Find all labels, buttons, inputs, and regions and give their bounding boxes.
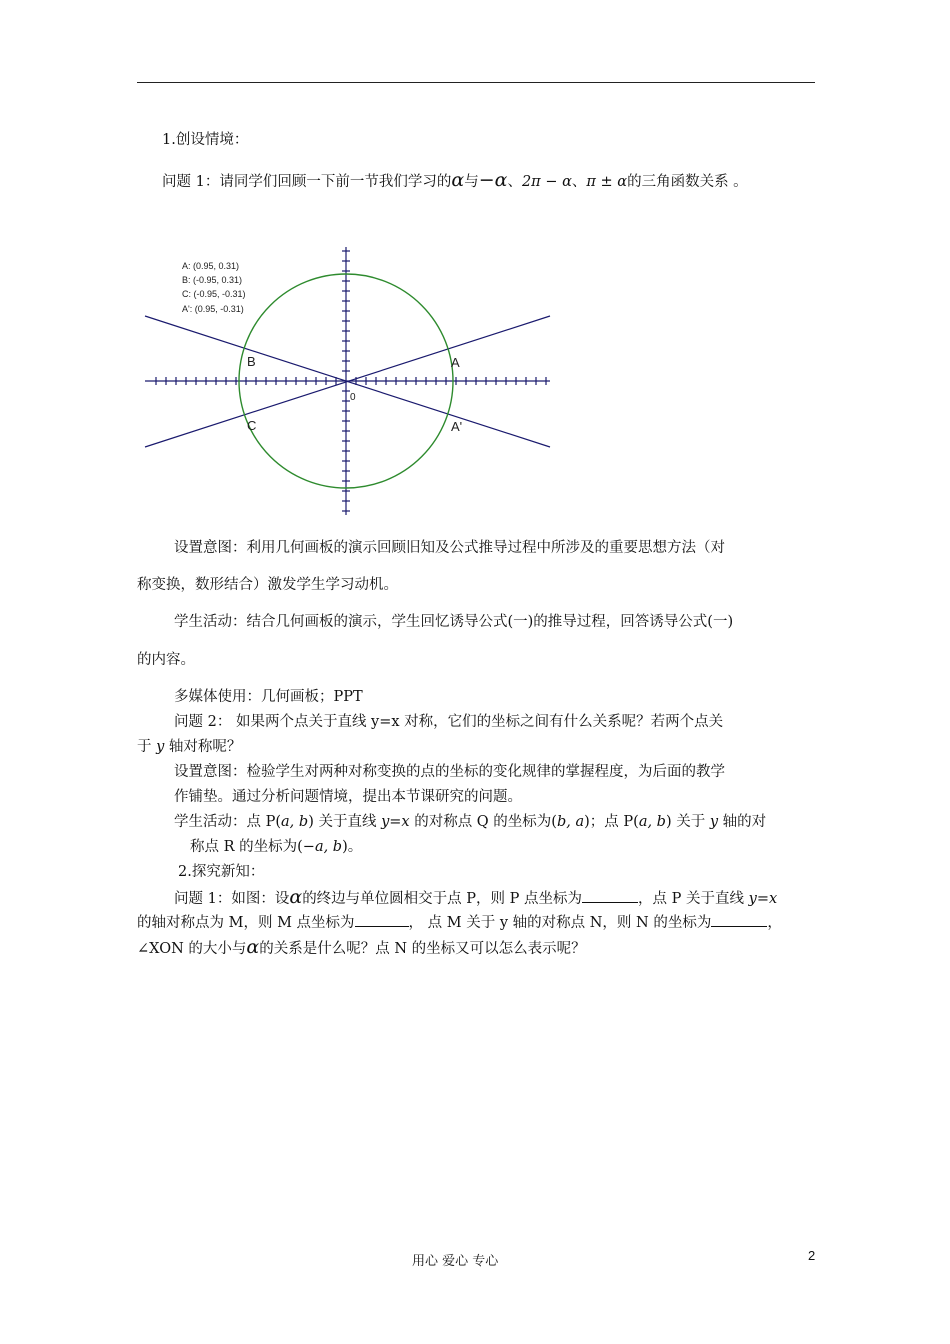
page-number: 2 — [808, 1248, 816, 1263]
origin-label: 0 — [350, 392, 356, 403]
intent2-line1: 设置意图：检验学生对两种对称变换的点的坐标的变化规律的掌握程度，为后面的教学 — [174, 764, 725, 780]
text-span: ， 点 M 关于 y 轴的对称点 N，则 N 的坐标为 — [408, 915, 712, 931]
legend-b: B: (-0.95, 0.31) — [182, 275, 243, 285]
text-span: 的对称点 Q 的坐标为( — [409, 814, 557, 830]
section2-heading: 2.探究新知： — [178, 864, 265, 880]
question2-line2 — [137, 737, 241, 757]
legend-c: C: (-0.95, -0.31) — [182, 289, 246, 299]
question1-suffix: 的三角函数关系 。 — [627, 174, 748, 190]
y-var: y — [156, 739, 165, 755]
text-span: 称点 R 的坐标为( — [190, 839, 303, 855]
text-span: 轴对称呢？ — [164, 739, 242, 755]
coordinate-axes — [145, 247, 550, 515]
legend-a-prime: A': (0.95, -0.31) — [182, 304, 244, 314]
coord-neg-ab: −a, b — [302, 839, 343, 855]
text-span: 的终边与单位圆相交于点 P，则 P 点坐标为 — [302, 891, 583, 907]
point-label-a-prime: A' — [451, 419, 463, 434]
coord-ab: a, b — [281, 814, 309, 830]
answer-blank-m[interactable] — [355, 912, 409, 927]
explore-line3 — [137, 937, 586, 959]
alpha-symbol: α — [289, 886, 303, 908]
y-var: y — [709, 814, 719, 830]
answer-blank-n[interactable] — [711, 912, 767, 927]
two-pi-minus-alpha: 2π − α — [521, 174, 572, 190]
point-label-b: B — [247, 354, 256, 369]
answer-blank-p[interactable] — [582, 888, 638, 903]
text-span: ∠XON 的大小与 — [137, 941, 247, 957]
coord-ba: b, a — [556, 814, 585, 830]
line-yx: y=x — [748, 891, 778, 907]
activity2-line1 — [174, 812, 766, 832]
text-span: 学生活动：点 P( — [174, 814, 282, 830]
text-span: 轴的对 — [718, 814, 767, 830]
explore-line1 — [174, 887, 777, 909]
section1-heading: 1.创设情境： — [162, 132, 249, 148]
intent1-line2: 称变换，数形结合）激发学生学习动机。 — [137, 577, 398, 593]
activity2-line2 — [190, 837, 362, 857]
line-yx: y=x — [381, 814, 410, 830]
question1-with: 与 — [464, 174, 479, 190]
intent2-line2: 作铺垫。通过分析问题情境，提出本节课研究的问题。 — [174, 789, 522, 805]
text-span: 的轴对称点为 M，则 M 点坐标为 — [137, 915, 355, 931]
text-span: 于 — [137, 739, 157, 755]
text-span: ，点 P 关于直线 — [638, 891, 749, 907]
text-span: 的关系是什么呢？点 N 的坐标又可以怎么表示呢？ — [259, 941, 586, 957]
text-span: )；点 P( — [584, 814, 639, 830]
point-label-c: C — [247, 418, 257, 433]
explore-line2 — [137, 912, 782, 933]
text-span: 问题 1：如图：设 — [174, 891, 290, 907]
media-line: 多媒体使用：几何画板；PPT — [174, 689, 363, 705]
legend-a: A: (0.95, 0.31) — [182, 261, 240, 271]
separator: 、 — [507, 174, 522, 190]
activity1-line1: 学生活动：结合几何画板的演示，学生回忆诱导公式(一)的推导过程，回答诱导公式(一) — [174, 614, 734, 630]
intent1-line1: 设置意图：利用几何画板的演示回顾旧知及公式推导过程中所涉及的重要思想方法（对 — [174, 540, 725, 556]
activity1-line2: 的内容。 — [137, 652, 195, 668]
footer-motto: 用心 爱心 专心 — [412, 1254, 499, 1269]
separator: 、 — [571, 174, 587, 190]
unit-circle-figure — [140, 243, 555, 518]
neg-alpha-symbol: −α — [478, 169, 508, 191]
text-span: ) 关于 — [665, 814, 710, 830]
alpha-symbol: α — [451, 169, 465, 191]
question1-line — [162, 170, 748, 192]
question2-line1: 问题 2： 如果两个点关于直线 y=x 对称，它们的坐标之间有什么关系呢？若两个点关 — [174, 714, 724, 730]
header-rule — [137, 82, 815, 83]
coord-ab: a, b — [638, 814, 666, 830]
point-label-a: A — [451, 355, 460, 370]
text-span: ， — [767, 915, 782, 931]
text-span: ) 关于直线 — [308, 814, 382, 830]
alpha-symbol: α — [246, 936, 260, 958]
question1-prefix: 问题 1：请同学们回顾一下前一节我们学习的 — [162, 174, 452, 190]
pi-pm-alpha: π ± α — [586, 174, 628, 190]
text-span: )。 — [342, 839, 363, 855]
